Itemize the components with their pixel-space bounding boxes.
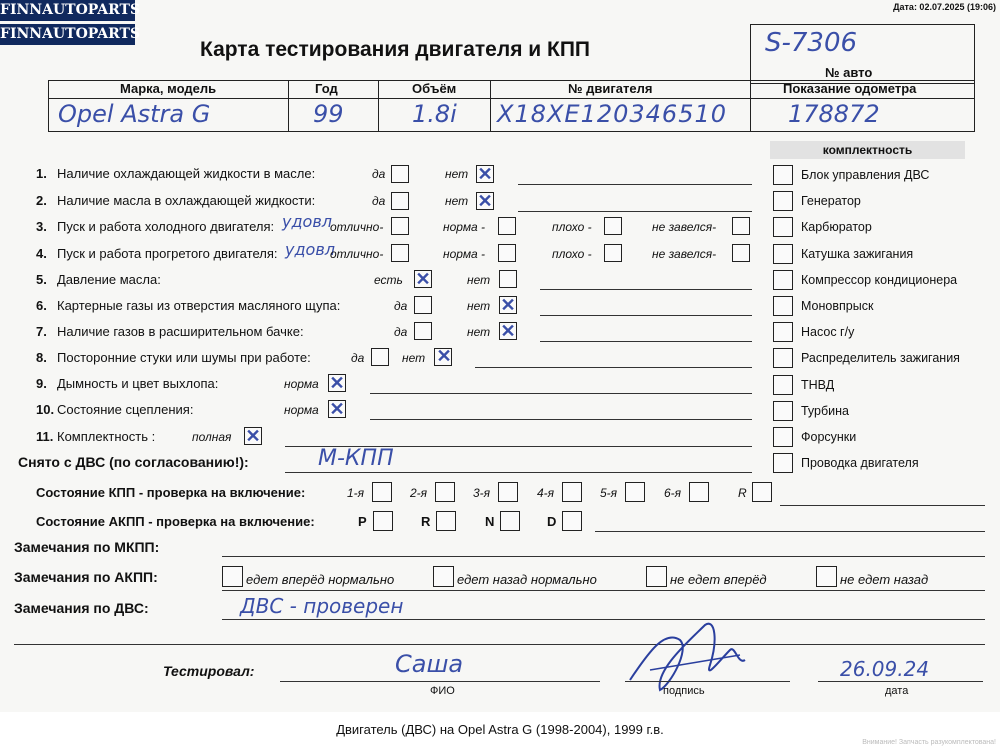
akpp-gear-checkbox[interactable]	[436, 511, 456, 531]
q2-yes-label: да	[372, 194, 386, 208]
q4-excellent-checkbox[interactable]	[391, 244, 409, 262]
kit-item-label: Компрессор кондиционера	[801, 273, 958, 287]
akpp-remark-label: едет вперёд нормально	[246, 572, 395, 587]
signature-label: подпись	[663, 685, 705, 697]
akpp-remark-checkbox[interactable]	[816, 566, 837, 587]
kit-item-label: Карбюратор	[801, 220, 872, 234]
q5-no-checkbox[interactable]	[499, 270, 517, 288]
kit-checkbox[interactable]	[773, 244, 793, 264]
caption-bar	[0, 712, 1000, 750]
kpp-gear-label: 5-я	[600, 486, 618, 500]
q10-normal-label: норма	[284, 403, 319, 417]
q10-number: 10.	[36, 402, 55, 417]
q9-normal-label: норма	[284, 377, 319, 391]
q7-no-label: нет	[467, 325, 491, 339]
kit-item-label: Турбина	[801, 404, 849, 418]
remarks-mkpp-label: Замечания по МКПП:	[14, 539, 160, 555]
kit-checkbox[interactable]	[773, 270, 793, 290]
fio-label: ФИО	[430, 685, 455, 697]
q4-hand-note: удовл	[285, 240, 335, 259]
akpp-gear-label: P	[358, 514, 367, 529]
q3-nostart-label: не завелся-	[652, 220, 717, 234]
q6-text: Картерные газы из отверстия масляного щупа:	[57, 298, 341, 313]
kit-checkbox[interactable]	[773, 401, 793, 421]
q4-number: 4.	[36, 246, 47, 261]
kit-checkbox[interactable]	[773, 348, 793, 368]
akpp-remark-checkbox[interactable]	[433, 566, 454, 587]
kit-item-label: Генератор	[801, 194, 861, 208]
kpp-gear-checkbox[interactable]	[625, 482, 645, 502]
date-label: дата	[885, 685, 909, 697]
tester-name-value: Саша	[395, 650, 464, 678]
akpp-gear-checkbox[interactable]	[373, 511, 393, 531]
q4-bad-label: плохо -	[552, 247, 592, 261]
kit-checkbox[interactable]	[773, 427, 793, 447]
akpp-gear-checkbox[interactable]	[500, 511, 520, 531]
q10-normal-check-mark: ✕	[329, 399, 345, 419]
q3-excellent-label: отлично-	[330, 220, 384, 234]
kit-item-label: Форсунки	[801, 430, 857, 444]
q3-normal-checkbox[interactable]	[498, 217, 516, 235]
q3-bad-checkbox[interactable]	[604, 217, 622, 235]
q5-yes-label: есть	[374, 273, 403, 287]
col-engine-no: № двигателя	[568, 81, 653, 96]
kpp-gear-checkbox[interactable]	[372, 482, 392, 502]
kit-item-label: Распределитель зажигания	[801, 351, 960, 365]
q2-no-check-mark: ✕	[477, 191, 493, 211]
volume-value: 1.8i	[412, 100, 457, 128]
kpp-gear-checkbox[interactable]	[752, 482, 772, 502]
remarks-akpp-label: Замечания по АКПП:	[14, 569, 158, 585]
kit-checkbox[interactable]	[773, 296, 793, 316]
kpp-gear-label: 3-я	[473, 486, 491, 500]
q6-yes-label: да	[394, 299, 408, 313]
remarks-dvs-label: Замечания по ДВС:	[14, 600, 149, 616]
kit-item-label: Моновпрыск	[801, 299, 874, 313]
q9-text: Дымность и цвет выхлопа:	[57, 376, 219, 391]
watermark-text: Внимание! Запчасть разукомплектована!	[862, 739, 996, 746]
kit-checkbox[interactable]	[773, 322, 793, 342]
logo-bottom: FINNAUTOPARTS	[0, 24, 135, 45]
q4-nostart-checkbox[interactable]	[732, 244, 750, 262]
model-value: Opel Astra G	[58, 100, 211, 128]
q3-normal-label: норма -	[443, 220, 486, 234]
q11-full-label: полная	[192, 430, 232, 444]
q4-normal-label: норма -	[443, 247, 486, 261]
akpp-remark-checkbox[interactable]	[646, 566, 667, 587]
odometer-value: 178872	[788, 100, 880, 128]
col-year: Год	[315, 81, 338, 96]
q7-number: 7.	[36, 324, 47, 339]
akpp-remark-label: не едет вперёд	[670, 572, 767, 587]
q8-text: Посторонние стуки или шумы при работе:	[57, 350, 311, 365]
q4-normal-checkbox[interactable]	[498, 244, 516, 262]
q3-number: 3.	[36, 219, 47, 234]
q2-text: Наличие масла в охлаждающей жидкости:	[57, 193, 316, 208]
test-date-value: 26.09.24	[840, 657, 930, 681]
kpp-gear-checkbox[interactable]	[689, 482, 709, 502]
q3-hand-note: удовл	[282, 212, 332, 231]
akpp-label: Состояние АКПП - проверка на включение:	[36, 514, 315, 529]
q1-no-check-mark: ✕	[477, 164, 493, 184]
q5-yes-check-mark: ✕	[415, 269, 431, 289]
q10-text: Состояние сцепления:	[57, 402, 194, 417]
q8-number: 8.	[36, 350, 47, 365]
caption-text: Двигатель (ДВС) на Opel Astra G (1998-2004), 1999 г.в.	[336, 722, 664, 737]
kit-item-label: ТНВД	[801, 378, 835, 392]
akpp-gear-label: N	[485, 514, 495, 529]
q8-no-check-mark: ✕	[436, 346, 452, 366]
auto-number-value: S-7306	[765, 28, 858, 58]
q6-no-label: нет	[467, 299, 491, 313]
q2-yes-checkbox[interactable]	[391, 192, 409, 210]
kpp-label: Состояние КПП - проверка на включение:	[36, 485, 306, 500]
removed-label: Снято с ДВС (по согласованию!):	[18, 454, 249, 470]
kpp-gear-label: 2-я	[410, 486, 428, 500]
logo-top: FINNAUTOPARTS	[0, 0, 135, 21]
q9-number: 9.	[36, 376, 47, 391]
q5-no-label: нет	[467, 273, 491, 287]
q3-excellent-checkbox[interactable]	[391, 217, 409, 235]
q9-normal-check-mark: ✕	[329, 373, 345, 393]
akpp-remark-label: едет назад нормально	[457, 572, 597, 587]
kit-checkbox[interactable]	[773, 191, 793, 211]
q3-text: Пуск и работа холодного двигателя:	[57, 219, 275, 234]
tested-by-label: Тестировал:	[163, 663, 255, 679]
q11-number: 11.	[36, 429, 54, 444]
page-title: Карта тестирования двигателя и КПП	[200, 38, 591, 61]
year-value: 99	[313, 100, 344, 128]
kit-checkbox[interactable]	[773, 453, 793, 473]
q6-yes-checkbox[interactable]	[414, 296, 432, 314]
print-date: Дата: 02.07.2025 (19:06)	[893, 2, 996, 12]
kit-item-label: Катушка зажигания	[801, 247, 914, 261]
kpp-gear-checkbox[interactable]	[435, 482, 455, 502]
q4-text: Пуск и работа прогретого двигателя:	[57, 246, 278, 261]
q7-yes-checkbox[interactable]	[414, 322, 432, 340]
kit-checkbox[interactable]	[773, 165, 793, 185]
q7-yes-label: да	[394, 325, 408, 339]
q11-text: Комплектность :	[57, 429, 156, 444]
q3-nostart-checkbox[interactable]	[732, 217, 750, 235]
kpp-gear-label: 6-я	[664, 486, 682, 500]
kit-item-label: Проводка двигателя	[801, 456, 919, 470]
kpp-gear-label: 4-я	[537, 486, 555, 500]
q1-number: 1.	[36, 166, 47, 181]
q7-no-check-mark: ✕	[500, 321, 516, 341]
kit-title: комплектность	[770, 141, 965, 159]
kit-item-label: Блок управления ДВС	[801, 168, 930, 182]
kpp-gear-checkbox[interactable]	[562, 482, 582, 502]
q5-number: 5.	[36, 272, 47, 287]
q2-number: 2.	[36, 193, 47, 208]
q6-number: 6.	[36, 298, 47, 313]
q4-excellent-label: отлично-	[330, 247, 384, 261]
q4-bad-checkbox[interactable]	[604, 244, 622, 262]
q7-text: Наличие газов в расширительном бачке:	[57, 324, 304, 339]
kpp-gear-checkbox[interactable]	[498, 482, 518, 502]
col-model: Марка, модель	[120, 81, 217, 96]
kit-checkbox[interactable]	[773, 375, 793, 395]
akpp-gear-label: D	[547, 514, 557, 529]
kpp-gear-label: 1-я	[347, 486, 365, 500]
remarks-dvs-value: ДВС - проверен	[240, 594, 404, 618]
col-volume: Объём	[412, 81, 457, 96]
akpp-remark-checkbox[interactable]	[222, 566, 243, 587]
q5-text: Давление масла:	[57, 272, 161, 287]
q2-no-label: нет	[445, 194, 469, 208]
auto-number-label: № авто	[825, 65, 873, 80]
q8-yes-label: да	[351, 351, 365, 365]
akpp-gear-label: R	[421, 514, 431, 529]
q1-yes-checkbox[interactable]	[391, 165, 409, 183]
q8-no-label: нет	[402, 351, 426, 365]
engine-no-value: X18XE120346510	[497, 100, 728, 128]
akpp-gear-checkbox[interactable]	[562, 511, 582, 531]
q1-text: Наличие охлаждающей жидкости в масле:	[57, 166, 316, 181]
q3-bad-label: плохо -	[552, 220, 592, 234]
q11-full-check-mark: ✕	[245, 426, 261, 446]
kit-item-label: Насос г/у	[801, 325, 855, 339]
akpp-remark-label: не едет назад	[840, 572, 929, 587]
removed-value: М-КПП	[318, 446, 394, 471]
kpp-gear-label: R	[738, 486, 747, 500]
col-odometer: Показание одометра	[783, 81, 917, 96]
q6-no-check-mark: ✕	[500, 295, 516, 315]
q1-no-label: нет	[445, 167, 469, 181]
q8-yes-checkbox[interactable]	[371, 348, 389, 366]
q4-nostart-label: не завелся-	[652, 247, 717, 261]
q1-yes-label: да	[372, 167, 386, 181]
kit-checkbox[interactable]	[773, 217, 793, 237]
